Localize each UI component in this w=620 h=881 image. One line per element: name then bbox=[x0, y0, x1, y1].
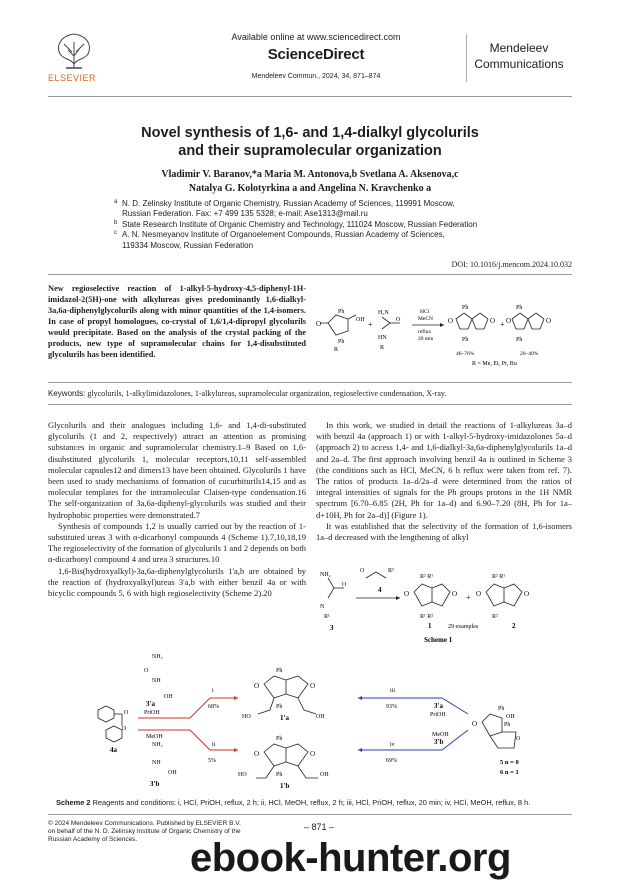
reagent-1: HCl bbox=[420, 309, 430, 315]
scheme-2-label: Scheme 2 bbox=[56, 798, 91, 807]
urea-b-label: 3'b bbox=[150, 780, 160, 788]
svg-text:Ph: Ph bbox=[516, 337, 523, 343]
svg-text:O: O bbox=[490, 317, 496, 325]
affiliation-a: a N. D. Zelinsky Institute of Organic Chemistry, Russian Academy of Sciences, 119991 Moscow, Russian Federation. Fax: +7 499 135 5328; e-mail: Ase1313@mail.ru bbox=[114, 199, 455, 219]
svg-text:Ph: Ph bbox=[504, 722, 511, 728]
paragraph: It was established that the selectivity of the formation of 1,6-isomers 1a–d decreased with the lengthening of alkyl bbox=[316, 520, 572, 543]
svg-text:OH: OH bbox=[356, 317, 365, 323]
svg-text:+: + bbox=[466, 593, 471, 602]
abstract-bottom-divider bbox=[48, 382, 572, 383]
article-title bbox=[48, 124, 572, 160]
svg-text:R² R¹: R² R¹ bbox=[492, 574, 506, 580]
svg-text:O: O bbox=[472, 720, 478, 728]
compound-2-label: 2 bbox=[512, 622, 516, 630]
svg-text:O: O bbox=[360, 568, 365, 574]
benzil-label: 4a bbox=[110, 746, 117, 754]
sciencedirect-brand[interactable]: ScienceDirect bbox=[267, 46, 365, 63]
citation-line: Mendeleev Commun., 2024, 34, 871–874 bbox=[251, 73, 381, 80]
keywords-text: glycolurils, 1-alkylimidazolones, 1-alkylureas, supramolecular organization, regioselective condensation, X-ray. bbox=[87, 389, 447, 398]
svg-text:Ph: Ph bbox=[276, 668, 283, 674]
svg-text:O: O bbox=[452, 590, 458, 598]
svg-text:O: O bbox=[524, 590, 530, 598]
paragraph: 1,6-Bis(hydroxyalkyl)-3a,6a-diphenylglycolurils 1'a,b are obtained by the reaction of (hydroxyalkyl)ureas 3'a,b with either benzil 4a or with bicyclic compounds 5, 6 with high regioselectivity (Scheme 2).20 bbox=[48, 565, 306, 599]
svg-text:Ph: Ph bbox=[276, 736, 283, 742]
scheme-2-caption-text: Reagents and conditions: i, HCl, PriOH, reflux, 2 h; ii, HCl, MeOH, reflux, 2 h; iii, HCl, PriOH, reflux, 20 min; iv, HCl, MeOH, reflux, 8 h. bbox=[92, 798, 531, 807]
yield-right: 20–40% bbox=[520, 351, 539, 357]
product-b-label: 1'b bbox=[280, 782, 290, 790]
keywords-divider bbox=[48, 404, 572, 405]
affiliation-b: b State Research Institute of Organic Chemistry and Technology, 111024 Moscow, Russian Federation bbox=[114, 219, 478, 229]
urea-a-label-right: 3'a bbox=[434, 702, 443, 710]
svg-text:NH: NH bbox=[152, 760, 161, 766]
reagent-3: reflux bbox=[418, 329, 432, 335]
affiliations bbox=[114, 199, 534, 251]
svg-text:HO: HO bbox=[242, 714, 251, 720]
svg-text:O: O bbox=[396, 317, 401, 323]
svg-text:O: O bbox=[516, 736, 521, 742]
svg-text:R²: R² bbox=[388, 568, 394, 574]
urea-b-label-right: 3'b bbox=[434, 738, 444, 746]
arrow-i-step: i bbox=[212, 688, 214, 694]
svg-text:R² R¹: R² R¹ bbox=[420, 574, 434, 580]
svg-text:OH: OH bbox=[168, 770, 177, 776]
svg-text:N: N bbox=[320, 604, 325, 610]
benzil-structure bbox=[98, 706, 122, 742]
svg-text:O: O bbox=[310, 750, 316, 758]
scheme-1-graphic bbox=[316, 558, 572, 650]
svg-text:Ph: Ph bbox=[516, 305, 523, 311]
product-a-label: 1'a bbox=[280, 714, 289, 722]
copyright-line2: on behalf of the N. D. Zelinsky Institute of Organic Chemistry of the bbox=[48, 828, 241, 836]
body-column-right bbox=[316, 420, 572, 543]
scheme-2-graphic bbox=[48, 652, 572, 794]
svg-text:Ph: Ph bbox=[338, 339, 345, 345]
arrow-ii-yield: 5% bbox=[208, 758, 216, 764]
svg-text:Ph: Ph bbox=[276, 704, 283, 710]
svg-text:HO: HO bbox=[238, 772, 247, 778]
paragraph: In this work, we studied in detail the reactions of 1-alkylureas 3a–d with benzil 4a (approach 1) or with 1-alkyl-5-hydroxy-imidazolones 5a–d (approach 2) to access 1,4- and 1,6-dialkyl-3a,6a-diphenylglycolurils 1a–d and 2a–d. The first approach involving benzil 4a is outlined in Scheme 3 (the conditions such as HCl, MeCN, 6 h reflux were taken from ref. 7). The ratios of products 1a–d/2a–d were determined from the ratios of integral intensities of signals for the Ph groups protons in the 1H NMR spectrum [6.70–6.85 (2H, Ph for 1a–d) and 6.90–7.20 (8H, Ph for 1a–d+10H, Ph for 2a–d)] (Figure 1). bbox=[316, 420, 572, 520]
authors-line2: Natalya G. Kolotyrkina a and Angelina N. Kravchenko a bbox=[188, 183, 432, 194]
solvent-b-label-right: MeOH bbox=[432, 732, 449, 738]
arrow-iii-yield: 93% bbox=[386, 704, 397, 710]
body-column-left bbox=[48, 420, 306, 599]
arrow-ii-step: ii bbox=[212, 742, 216, 748]
paragraph: Glycolurils and their analogues including 1,6- and 1,4-di-substituted glycolurils (1 and 2, respectively) attract an attention as promising substances in organic and supramolecular chemistry.1–9 Based on 1,6-disubstituted glycolurils 1, molecular receptors,10,11 self-assembled molecular capsules12 and dimers13 have been obtained. Glycolurils 1 have been used to study mechanisms of formation of cucurbiturils14,15 and as molecular templates for the intramolecular Claisen-type condensation.16 The self-organization of 3a,6a-diphenyl-glycolurils was studied and their hydrophobic properties were demonstrated.7 bbox=[48, 420, 306, 520]
author-list bbox=[48, 168, 572, 196]
publisher-logo-text: ELSEVIER bbox=[48, 73, 97, 83]
svg-text:R¹ R²: R¹ R² bbox=[420, 614, 434, 620]
glycoluril-1 bbox=[414, 584, 450, 606]
svg-text:H₂N: H₂N bbox=[378, 310, 389, 316]
solvent-a-label-right: PriOH bbox=[430, 712, 446, 718]
title-line2: and their supramolecular organization bbox=[178, 143, 442, 159]
svg-text:Ph: Ph bbox=[462, 337, 469, 343]
svg-text:Ph: Ph bbox=[338, 309, 345, 315]
journal-name-line2: Communications bbox=[474, 57, 564, 71]
affiliation-c: c A. N. Nesmeyanov Institute of Organoelement Compounds, Russian Academy of Sciences, 119334 Moscow, Russian Federation bbox=[114, 230, 445, 250]
title-line1: Novel synthesis of 1,6- and 1,4-dialkyl glycolurils bbox=[141, 125, 479, 141]
svg-text:O: O bbox=[476, 590, 482, 598]
compound-3-label: 3 bbox=[330, 624, 334, 632]
examples-text: 29 examples bbox=[448, 624, 479, 630]
reagent-2: MeCN bbox=[418, 316, 433, 322]
svg-text:R: R bbox=[334, 347, 339, 353]
journal-name-line1: Mendeleev bbox=[489, 41, 549, 55]
svg-text:O: O bbox=[506, 317, 512, 325]
arrow-iv-step: iv bbox=[390, 742, 395, 748]
svg-text:R²: R² bbox=[492, 614, 498, 620]
scheme-1-label: Scheme 1 bbox=[424, 636, 453, 644]
svg-text:NH₂: NH₂ bbox=[152, 742, 163, 748]
svg-text:Ph: Ph bbox=[276, 772, 283, 778]
keywords-line bbox=[48, 389, 572, 398]
arrow-i-yield: 68% bbox=[208, 704, 219, 710]
svg-text:O: O bbox=[254, 750, 260, 758]
svg-text:O: O bbox=[546, 317, 552, 325]
svg-text:OH: OH bbox=[506, 714, 515, 720]
svg-text:R¹: R¹ bbox=[324, 614, 330, 620]
authors-line1: Vladimir V. Baranov,*a Maria M. Antonova,b Svetlana A. Aksenova,c bbox=[161, 169, 459, 180]
svg-text:+: + bbox=[368, 320, 373, 329]
footer-divider bbox=[48, 814, 572, 815]
svg-text:O: O bbox=[122, 726, 127, 732]
journal-name-box bbox=[466, 34, 571, 82]
abstract-graphic bbox=[316, 283, 572, 383]
solvent-a-label: PriOH bbox=[144, 710, 160, 716]
urea-a-label: 3'a bbox=[146, 700, 155, 708]
svg-text:OH: OH bbox=[164, 694, 173, 700]
doi-link[interactable]: DOI: 10.1016/j.mencom.2024.10.032 bbox=[451, 260, 572, 269]
bicyclic-6-label: 6 n = 1 bbox=[500, 769, 519, 776]
solvent-b-label: MeOH bbox=[146, 734, 163, 740]
svg-text:NH₂: NH₂ bbox=[320, 572, 331, 578]
abstract-text: New regioselective reaction of 1-alkyl-5-hydroxy-4,5-diphenyl-1H-imidazol-2(5H)-one with alkylureas gives predominantly 1,6-dialkyl-3a,6a-diphenylglycolurils along with minor quantities of the 1,4-isomers. In case of propyl homologues, co-crystal of 1,6/1,4-dipropyl glycolurils would precipitate. Based on the analysis of the crystal packing of the products, new type of supramolecular chains for 1,4-disubstituted glycolurils has been identified. bbox=[48, 284, 306, 359]
arrow-iv-yield: 69% bbox=[386, 758, 397, 764]
svg-text:O: O bbox=[310, 682, 316, 690]
glycoluril-2 bbox=[486, 584, 522, 606]
svg-text:O: O bbox=[404, 590, 410, 598]
watermark-text: ebook-hunter.org bbox=[190, 836, 511, 880]
svg-text:O: O bbox=[124, 710, 129, 716]
svg-text:HN: HN bbox=[378, 335, 387, 341]
arrow-iii-step: iii bbox=[390, 688, 396, 694]
keywords-label: Keywords: bbox=[48, 389, 86, 398]
header-divider bbox=[48, 96, 572, 97]
copyright-line3: Russian Academy of Sciences. bbox=[48, 836, 138, 844]
svg-text:Ph: Ph bbox=[498, 706, 505, 712]
imidazolone-structure bbox=[320, 315, 356, 335]
product-16-structure bbox=[456, 313, 488, 329]
abstract-top-divider bbox=[48, 274, 572, 275]
scheme-2-caption bbox=[56, 798, 576, 807]
svg-text:O: O bbox=[448, 317, 454, 325]
elsevier-tree-logo bbox=[50, 30, 98, 70]
svg-text:O: O bbox=[342, 582, 347, 588]
r-definition: R = Me, Et, Pr, Bu bbox=[472, 361, 517, 367]
product-1a-structure bbox=[258, 676, 316, 714]
compound-1-label: 1 bbox=[428, 622, 432, 630]
product-14-structure bbox=[512, 313, 544, 329]
copyright-line1: © 2024 Mendeleev Communications. Published by ELSEVIER B.V. bbox=[48, 820, 241, 827]
svg-text:+: + bbox=[500, 320, 505, 329]
reagent-4: 20 min bbox=[418, 336, 434, 342]
svg-text:Ph: Ph bbox=[462, 305, 469, 311]
arrow-iii bbox=[358, 698, 468, 714]
page-number: – 871 – bbox=[304, 822, 335, 832]
svg-text:OH: OH bbox=[320, 772, 329, 778]
arrow-iv bbox=[358, 730, 468, 750]
product-1b-structure bbox=[256, 744, 318, 778]
compound-4-label: 4 bbox=[378, 586, 382, 594]
svg-text:NH₂: NH₂ bbox=[152, 654, 163, 660]
availability-text[interactable]: Available online at www.sciencedirect.com bbox=[231, 32, 401, 42]
svg-text:O: O bbox=[254, 682, 260, 690]
svg-text:NH: NH bbox=[152, 678, 161, 684]
yield-left: 46–76% bbox=[456, 351, 475, 357]
svg-text:R: R bbox=[380, 345, 385, 351]
svg-text:O: O bbox=[144, 668, 149, 674]
svg-text:OH: OH bbox=[316, 714, 325, 720]
svg-text:O: O bbox=[316, 320, 322, 328]
paragraph: Synthesis of compounds 1,2 is usually carried out by the reaction of 1-substituted ureas 3 with α-dicarbonyl compounds 4 (Scheme 1).7,10,18,19 The regioselectivity of the formation of glycolurils 1 and 2 depends on both α-dicarbonyl compound 4 and urea 3 structures.10 bbox=[48, 520, 306, 565]
bicyclic-5-label: 5 n = 0 bbox=[500, 759, 519, 766]
